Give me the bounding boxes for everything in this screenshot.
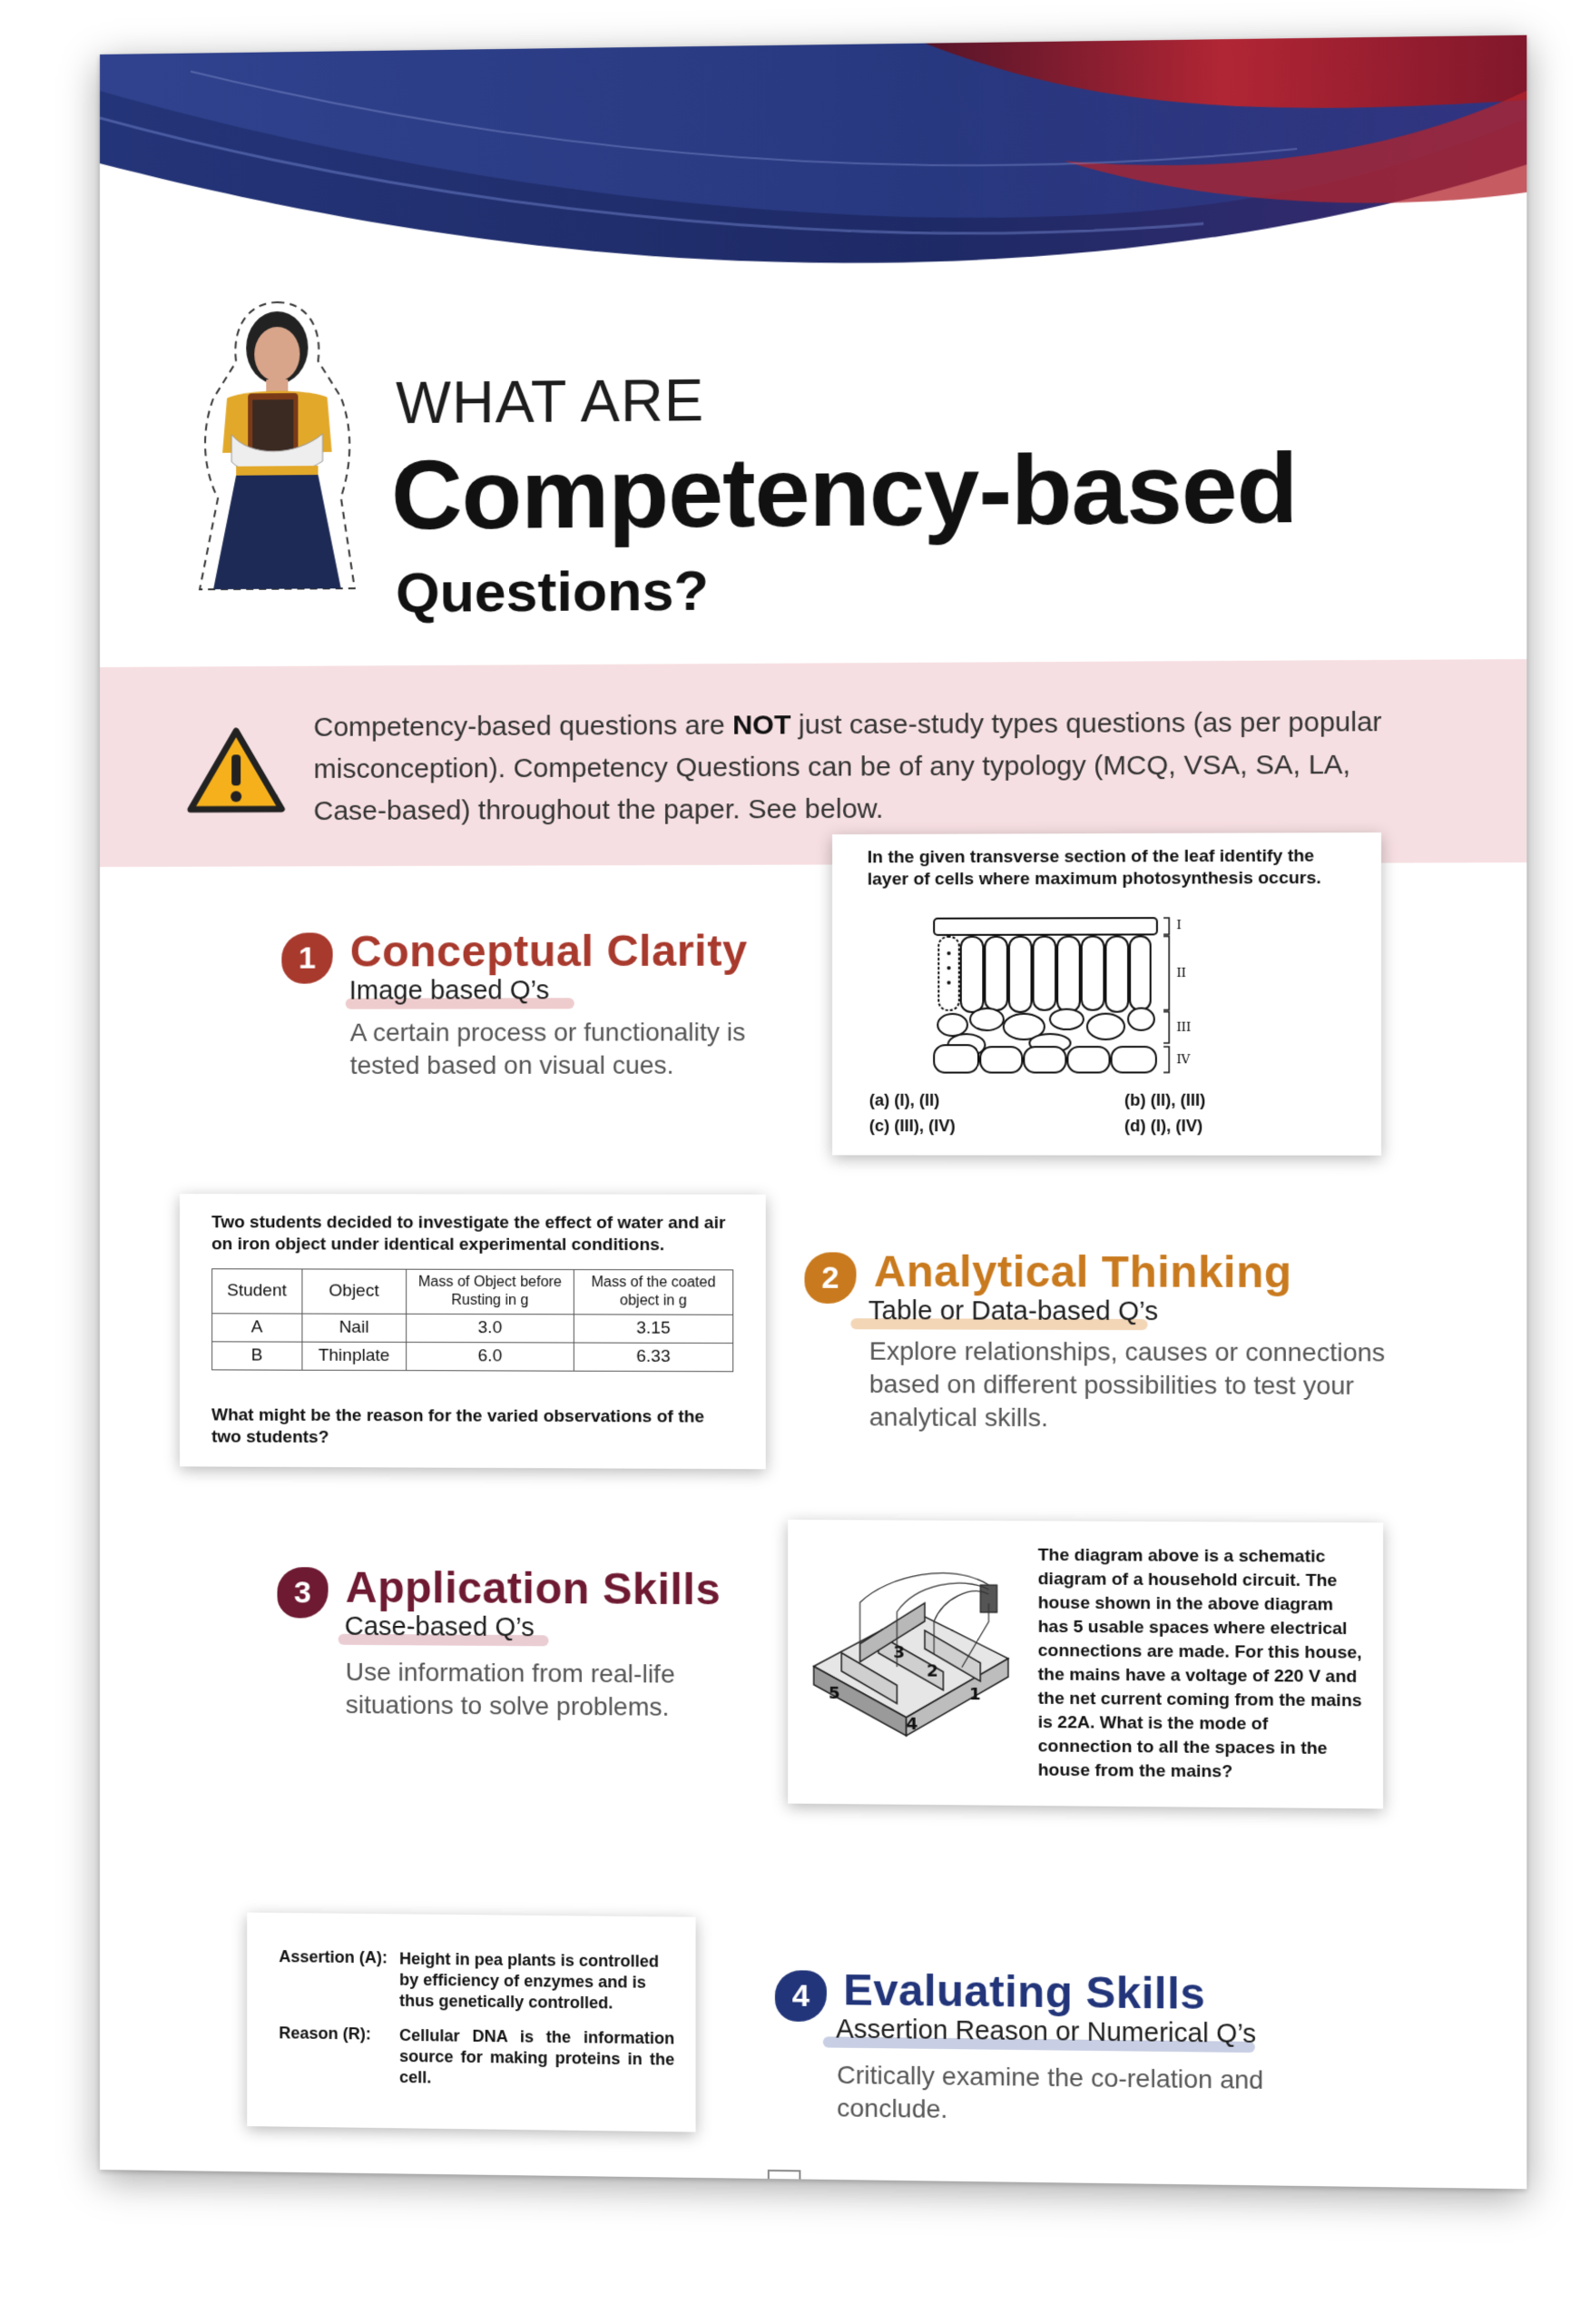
table-row [212,1314,733,1344]
layer-label-2: II [1176,966,1186,981]
table-question-text: What might be the reason for the varied observations of the two students? [211,1405,705,1448]
page-footer-mark [768,2170,801,2181]
leaf-question-card [832,832,1381,1156]
banner-text: Competency-based questions are NOT just case-study types questions (as per popular misconception). Competency Questions can be of any typology (MCQ, VSA, SA, LA, Case-based) throughout the paper. See below. [313,706,1382,827]
section-2-subtitle: Table or Data-based Q’s [868,1295,1159,1327]
leaf-option-a: (a) (I), (II) [869,1090,940,1109]
circuit-question-card [788,1520,1383,1809]
table-cell: 6.0 [407,1342,574,1371]
section-4-subtitle: Assertion Reason or Numerical Q’s [836,2014,1257,2050]
section-4-title: Evaluating Skills [843,1965,1206,2019]
section-2-title: Analytical Thinking [873,1247,1292,1298]
section-2-description: Explore relationships, causes or connections based on different possibilities to test your analytical skills. [869,1336,1386,1433]
section-3-number: 3 [277,1567,328,1618]
house-circuit-diagram [804,1565,1017,1750]
table-question-card [180,1194,766,1469]
section-3-title: Application Skills [345,1563,721,1615]
table-cell: Nail [301,1314,406,1342]
poster-page [100,35,1526,2190]
circuit-question-text: The diagram above is a schematic diagram of a household circuit. The house shown in the above diagram has 5 usable spaces where electrical connections are made. For this house, the mains have a voltage of 220 V and the net current coming from the mains is 22A. What is the mode of connection to all the spaces in the house from the mains? [1037,1545,1362,1782]
section-3-subtitle: Case-based Q’s [344,1611,535,1643]
section-1-description: A certain process or functionality is tested based on visual cues. [349,1018,746,1079]
section-1-number: 1 [281,932,332,983]
assertion-text: Height in pea plants is controlled by efficiency of enzymes and is thus genetically controlled. [399,1949,660,2013]
room-number-2: 2 [927,1661,938,1681]
student-illustration [195,297,359,598]
room-number-5: 5 [828,1683,840,1704]
title-line-1: WHAT ARE [396,367,705,437]
table-cell: 3.0 [407,1314,574,1343]
section-2-number: 2 [804,1252,856,1304]
table-cell: 6.33 [574,1343,732,1372]
layer-label-3: III [1176,1020,1192,1035]
table-cell: B [212,1342,302,1370]
layer-label-1: I [1176,919,1182,933]
header-wave [100,35,1526,290]
table-intro-text: Two students decided to investigate the effect of water and air on iron object under identical experimental conditions. [211,1213,726,1256]
title-line-2: Competency-based [391,431,1298,550]
warning-icon [186,725,286,817]
room-number-3: 3 [893,1642,906,1663]
leaf-option-b: (b) (II), (III) [1124,1090,1206,1109]
table-header-cell: Mass of Object before Rusting in g [407,1269,574,1315]
reason-label: Reason (R): [279,2024,371,2043]
section-1-title: Conceptual Clarity [349,927,748,977]
experiment-table [211,1268,733,1372]
room-number-1: 1 [968,1684,981,1705]
section-3-description: Use information from real-life situations to solve problems. [345,1657,675,1721]
table-header-cell: Student [212,1269,302,1314]
layer-label-4: IV [1176,1053,1191,1068]
table-row [212,1342,733,1372]
section-4-number: 4 [775,1970,827,2022]
table-header-cell: Mass of the coated object in g [574,1270,732,1315]
title-line-3: Questions? [396,559,709,625]
assertion-question-card [247,1913,695,2132]
assertion-label: Assertion (A): [279,1947,388,1967]
section-1-subtitle: Image based Q’s [348,976,550,1006]
table-cell: 3.15 [574,1315,732,1344]
table-cell: A [212,1314,302,1342]
leaf-question-text: In the given transverse section of the leaf identify the layer of cells where maximum photosynthesis occurs. [867,846,1321,890]
section-4-description: Critically examine the co-relation and conclude. [837,2060,1264,2123]
table-header-cell: Object [301,1269,406,1314]
reason-text: Cellular DNA is the information source for making proteins in the cell. [399,2025,675,2087]
leaf-section-diagram [929,916,1218,1078]
room-number-4: 4 [906,1714,918,1735]
leaf-option-d: (d) (I), (IV) [1124,1117,1203,1136]
leaf-option-c: (c) (III), (IV) [869,1117,956,1136]
table-cell: Thinplate [301,1342,406,1370]
table-header-row [212,1269,733,1315]
